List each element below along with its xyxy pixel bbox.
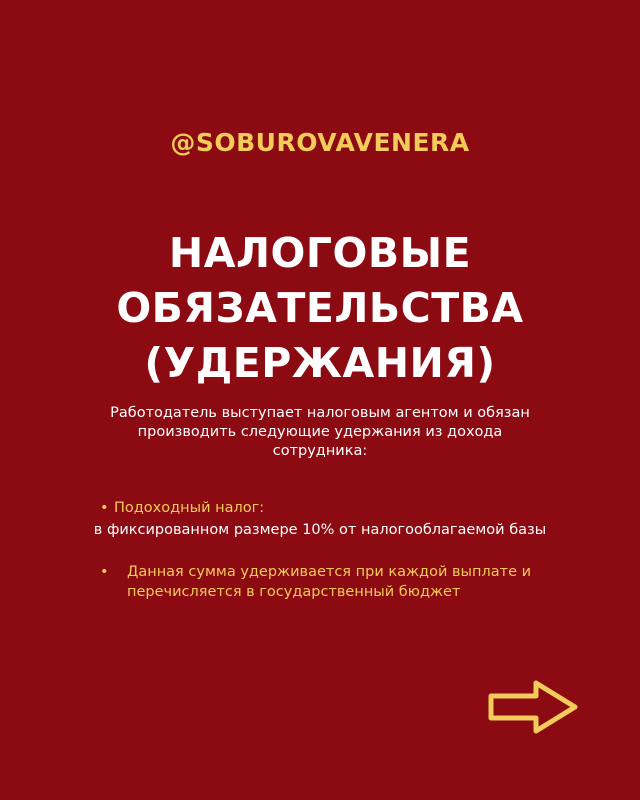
- intro-line-2: производить следующие удержания из дохода: [137, 424, 503, 440]
- bullet-heading-text: Подоходный налог:: [114, 500, 265, 516]
- title-line-3: (УДЕРЖАНИЯ): [144, 339, 496, 387]
- bullet-dot-icon: •: [100, 564, 109, 580]
- bullet-heading: [100, 498, 265, 518]
- bullet-line-1: Данная сумма удерживается при каждой выплате и: [127, 564, 532, 580]
- title-line-2: ОБЯЗАТЕЛЬСТВА: [116, 284, 524, 332]
- title-line-1: НАЛОГОВЫЕ: [168, 229, 472, 277]
- bullet-line-2: перечисляется в государственный бюджет: [127, 584, 461, 600]
- page-title: [0, 226, 640, 391]
- intro-line-1: Работодатель выступает налоговым агентом и обязан: [110, 405, 530, 421]
- intro-text: [80, 404, 560, 461]
- intro-line-3: сотрудника:: [272, 443, 368, 459]
- bullet-text: [127, 562, 531, 602]
- arrow-right-icon[interactable]: [486, 678, 580, 736]
- account-handle: @SOBUROVAVENERA: [170, 128, 470, 157]
- bullet-text: в фиксированном размере 10% от налогооблагаемой базы: [93, 522, 547, 538]
- bullet-dot-icon: •: [100, 500, 109, 516]
